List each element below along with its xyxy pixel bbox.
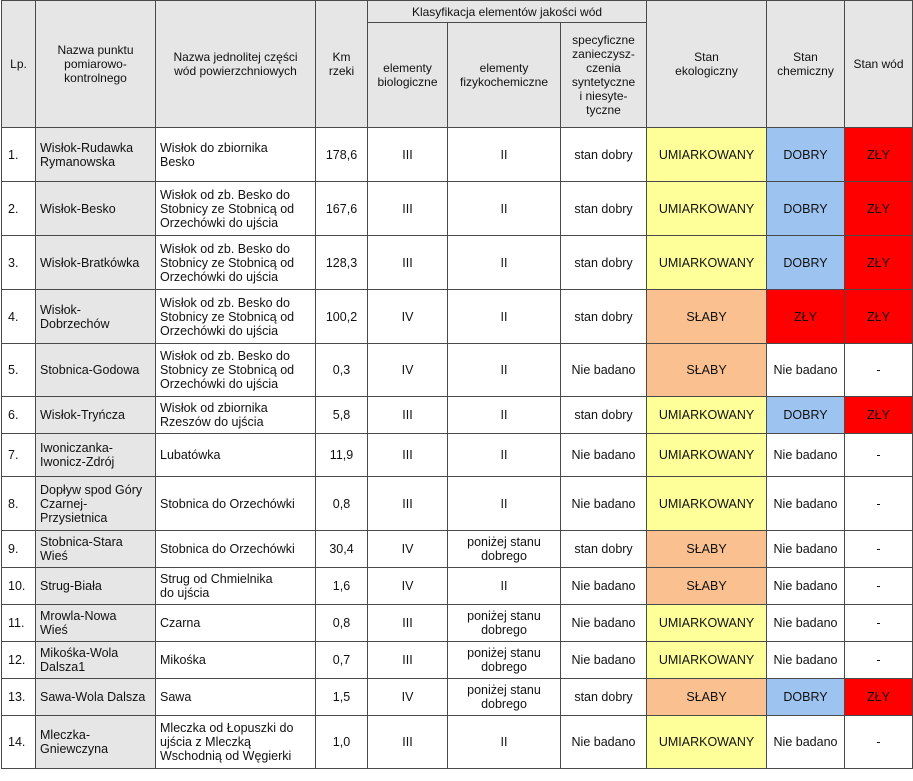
water-status-cell: ZŁY bbox=[845, 128, 913, 182]
header-biological: elementy biologiczne bbox=[368, 23, 448, 128]
header-classification: Klasyfikacja elementów jakości wód bbox=[368, 1, 647, 23]
row-number: 3. bbox=[2, 236, 36, 290]
biological-cell: III bbox=[368, 716, 448, 769]
physicochemical-cell: poniżej stanu dobrego bbox=[448, 531, 561, 568]
chemical-status-cell: Nie badano bbox=[767, 568, 845, 605]
point-name-cell: Strug-Biała bbox=[36, 568, 156, 605]
physicochemical-cell: poniżej stanu dobrego bbox=[448, 679, 561, 716]
point-name-cell: Wisłok- Dobrzechów bbox=[36, 290, 156, 344]
table-row bbox=[2, 642, 913, 679]
biological-cell: III bbox=[368, 605, 448, 642]
specific-pollutants-cell: stan dobry bbox=[561, 531, 647, 568]
km-cell: 178,6 bbox=[316, 128, 368, 182]
ecological-status-cell: SŁABY bbox=[647, 568, 767, 605]
water-status-cell: - bbox=[845, 344, 913, 397]
specific-pollutants-cell: stan dobry bbox=[561, 397, 647, 434]
specific-pollutants-cell: Nie badano bbox=[561, 716, 647, 769]
chemical-status-cell: DOBRY bbox=[767, 679, 845, 716]
point-name-cell: Wisłok-Besko bbox=[36, 182, 156, 236]
table-row bbox=[2, 531, 913, 568]
row-number: 5. bbox=[2, 344, 36, 397]
biological-cell: III bbox=[368, 397, 448, 434]
water-body-cell: Sawa bbox=[156, 679, 316, 716]
ecological-status-cell: UMIARKOWANY bbox=[647, 642, 767, 679]
header-ecological-status: Stan ekologiczny bbox=[647, 1, 767, 128]
km-cell: 0,3 bbox=[316, 344, 368, 397]
ecological-status-cell: UMIARKOWANY bbox=[647, 434, 767, 477]
km-cell: 0,7 bbox=[316, 642, 368, 679]
row-number: 13. bbox=[2, 679, 36, 716]
row-number: 10. bbox=[2, 568, 36, 605]
chemical-status-cell: Nie badano bbox=[767, 344, 845, 397]
physicochemical-cell: II bbox=[448, 236, 561, 290]
physicochemical-cell: II bbox=[448, 477, 561, 531]
specific-pollutants-cell: Nie badano bbox=[561, 477, 647, 531]
point-name-cell: Iwoniczanka- Iwonicz-Zdrój bbox=[36, 434, 156, 477]
water-body-cell: Mikośka bbox=[156, 642, 316, 679]
water-status-cell: - bbox=[845, 531, 913, 568]
ecological-status-cell: UMIARKOWANY bbox=[647, 128, 767, 182]
water-body-cell: Wisłok do zbiornika Besko bbox=[156, 128, 316, 182]
physicochemical-cell: II bbox=[448, 128, 561, 182]
km-cell: 11,9 bbox=[316, 434, 368, 477]
specific-pollutants-cell: stan dobry bbox=[561, 290, 647, 344]
header-physicochemical: elementy fizykochemiczne bbox=[448, 23, 561, 128]
km-cell: 5,8 bbox=[316, 397, 368, 434]
table-row bbox=[2, 568, 913, 605]
ecological-status-cell: UMIARKOWANY bbox=[647, 236, 767, 290]
table-body bbox=[2, 128, 913, 769]
km-cell: 100,2 bbox=[316, 290, 368, 344]
water-body-cell: Wisłok od zbiornika Rzeszów do ujścia bbox=[156, 397, 316, 434]
ecological-status-cell: SŁABY bbox=[647, 679, 767, 716]
table-row bbox=[2, 290, 913, 344]
header-chemical-status: Stan chemiczny bbox=[767, 1, 845, 128]
row-number: 12. bbox=[2, 642, 36, 679]
specific-pollutants-cell: Nie badano bbox=[561, 568, 647, 605]
km-cell: 0,8 bbox=[316, 605, 368, 642]
table-row bbox=[2, 716, 913, 769]
row-number: 9. bbox=[2, 531, 36, 568]
specific-pollutants-cell: Nie badano bbox=[561, 642, 647, 679]
table-row bbox=[2, 477, 913, 531]
ecological-status-cell: UMIARKOWANY bbox=[647, 716, 767, 769]
row-number: 1. bbox=[2, 128, 36, 182]
table-row bbox=[2, 344, 913, 397]
water-body-cell: Wisłok od zb. Besko do Stobnicy ze Stobnicą od Orzechówki do ujścia bbox=[156, 290, 316, 344]
biological-cell: III bbox=[368, 477, 448, 531]
point-name-cell: Wisłok-Rudawka Rymanowska bbox=[36, 128, 156, 182]
table-row bbox=[2, 679, 913, 716]
header-point-name: Nazwa punktu pomiarowo- kontrolnego bbox=[36, 1, 156, 128]
water-body-cell: Strug od Chmielnika do ujścia bbox=[156, 568, 316, 605]
chemical-status-cell: Nie badano bbox=[767, 531, 845, 568]
specific-pollutants-cell: Nie badano bbox=[561, 605, 647, 642]
chemical-status-cell: Nie badano bbox=[767, 716, 845, 769]
km-cell: 167,6 bbox=[316, 182, 368, 236]
chemical-status-cell: ZŁY bbox=[767, 290, 845, 344]
chemical-status-cell: DOBRY bbox=[767, 236, 845, 290]
chemical-status-cell: DOBRY bbox=[767, 397, 845, 434]
point-name-cell: Stobnica-Stara Wieś bbox=[36, 531, 156, 568]
km-cell: 0,8 bbox=[316, 477, 368, 531]
km-cell: 1,0 bbox=[316, 716, 368, 769]
table-row bbox=[2, 397, 913, 434]
water-body-cell: Czarna bbox=[156, 605, 316, 642]
point-name-cell: Stobnica-Godowa bbox=[36, 344, 156, 397]
row-number: 4. bbox=[2, 290, 36, 344]
physicochemical-cell: poniżej stanu dobrego bbox=[448, 642, 561, 679]
biological-cell: III bbox=[368, 128, 448, 182]
point-name-cell: Mrowla-Nowa Wieś bbox=[36, 605, 156, 642]
water-status-cell: ZŁY bbox=[845, 679, 913, 716]
physicochemical-cell: II bbox=[448, 397, 561, 434]
ecological-status-cell: UMIARKOWANY bbox=[647, 477, 767, 531]
point-name-cell: Wisłok-Bratkówka bbox=[36, 236, 156, 290]
row-number: 2. bbox=[2, 182, 36, 236]
specific-pollutants-cell: stan dobry bbox=[561, 128, 647, 182]
water-status-cell: - bbox=[845, 605, 913, 642]
row-number: 6. bbox=[2, 397, 36, 434]
biological-cell: III bbox=[368, 182, 448, 236]
point-name-cell: Wisłok-Tryńcza bbox=[36, 397, 156, 434]
point-name-cell: Mleczka- Gniewczyna bbox=[36, 716, 156, 769]
water-status-cell: ZŁY bbox=[845, 182, 913, 236]
physicochemical-cell: II bbox=[448, 568, 561, 605]
chemical-status-cell: Nie badano bbox=[767, 477, 845, 531]
water-status-cell: ZŁY bbox=[845, 236, 913, 290]
km-cell: 128,3 bbox=[316, 236, 368, 290]
ecological-status-cell: SŁABY bbox=[647, 531, 767, 568]
row-number: 8. bbox=[2, 477, 36, 531]
header-water-status: Stan wód bbox=[845, 1, 913, 128]
water-body-cell: Wisłok od zb. Besko do Stobnicy ze Stobnicą od Orzechówki do ujścia bbox=[156, 182, 316, 236]
chemical-status-cell: Nie badano bbox=[767, 605, 845, 642]
chemical-status-cell: DOBRY bbox=[767, 128, 845, 182]
physicochemical-cell: II bbox=[448, 716, 561, 769]
point-name-cell: Dopływ spod Góry Czarnej- Przysietnica bbox=[36, 477, 156, 531]
km-cell: 1,6 bbox=[316, 568, 368, 605]
biological-cell: IV bbox=[368, 344, 448, 397]
water-body-cell: Wisłok od zb. Besko do Stobnicy ze Stobnicą od Orzechówki do ujścia bbox=[156, 236, 316, 290]
water-body-cell: Lubatówka bbox=[156, 434, 316, 477]
table-row bbox=[2, 605, 913, 642]
water-quality-table bbox=[1, 0, 913, 769]
specific-pollutants-cell: Nie badano bbox=[561, 434, 647, 477]
header-water-body: Nazwa jednolitej części wód powierzchniowych bbox=[156, 1, 316, 128]
biological-cell: IV bbox=[368, 290, 448, 344]
row-number: 7. bbox=[2, 434, 36, 477]
ecological-status-cell: UMIARKOWANY bbox=[647, 605, 767, 642]
physicochemical-cell: II bbox=[448, 344, 561, 397]
biological-cell: III bbox=[368, 236, 448, 290]
table-row bbox=[2, 182, 913, 236]
row-number: 11. bbox=[2, 605, 36, 642]
biological-cell: III bbox=[368, 434, 448, 477]
specific-pollutants-cell: stan dobry bbox=[561, 679, 647, 716]
water-status-cell: - bbox=[845, 716, 913, 769]
water-status-cell: - bbox=[845, 477, 913, 531]
water-body-cell: Stobnica do Orzechówki bbox=[156, 531, 316, 568]
water-status-cell: - bbox=[845, 434, 913, 477]
physicochemical-cell: II bbox=[448, 434, 561, 477]
header-lp: Lp. bbox=[2, 1, 36, 128]
chemical-status-cell: Nie badano bbox=[767, 434, 845, 477]
water-status-cell: - bbox=[845, 568, 913, 605]
ecological-status-cell: SŁABY bbox=[647, 290, 767, 344]
water-status-cell: ZŁY bbox=[845, 290, 913, 344]
water-body-cell: Stobnica do Orzechówki bbox=[156, 477, 316, 531]
point-name-cell: Sawa-Wola Dalsza bbox=[36, 679, 156, 716]
table-row bbox=[2, 128, 913, 182]
water-body-cell: Wisłok od zb. Besko do Stobnicy ze Stobnicą od Orzechówki do ujścia bbox=[156, 344, 316, 397]
physicochemical-cell: II bbox=[448, 182, 561, 236]
ecological-status-cell: SŁABY bbox=[647, 344, 767, 397]
biological-cell: IV bbox=[368, 568, 448, 605]
point-name-cell: Mikośka-Wola Dalsza1 bbox=[36, 642, 156, 679]
row-number: 14. bbox=[2, 716, 36, 769]
ecological-status-cell: UMIARKOWANY bbox=[647, 397, 767, 434]
ecological-status-cell: UMIARKOWANY bbox=[647, 182, 767, 236]
specific-pollutants-cell: Nie badano bbox=[561, 344, 647, 397]
table-row bbox=[2, 434, 913, 477]
table-row bbox=[2, 236, 913, 290]
physicochemical-cell: II bbox=[448, 290, 561, 344]
specific-pollutants-cell: stan dobry bbox=[561, 182, 647, 236]
chemical-status-cell: DOBRY bbox=[767, 182, 845, 236]
physicochemical-cell: poniżej stanu dobrego bbox=[448, 605, 561, 642]
km-cell: 1,5 bbox=[316, 679, 368, 716]
specific-pollutants-cell: stan dobry bbox=[561, 236, 647, 290]
header-km: Km rzeki bbox=[316, 1, 368, 128]
water-status-cell: - bbox=[845, 642, 913, 679]
km-cell: 30,4 bbox=[316, 531, 368, 568]
water-status-cell: ZŁY bbox=[845, 397, 913, 434]
biological-cell: III bbox=[368, 642, 448, 679]
biological-cell: IV bbox=[368, 531, 448, 568]
chemical-status-cell: Nie badano bbox=[767, 642, 845, 679]
biological-cell: IV bbox=[368, 679, 448, 716]
header-specific-pollutants: specyficzne zanieczysz- czenia syntetyczne i niesyte- tyczne bbox=[561, 23, 647, 128]
water-body-cell: Mleczka od Łopuszki do ujścia z Mleczką Wschodnią od Węgierki bbox=[156, 716, 316, 769]
